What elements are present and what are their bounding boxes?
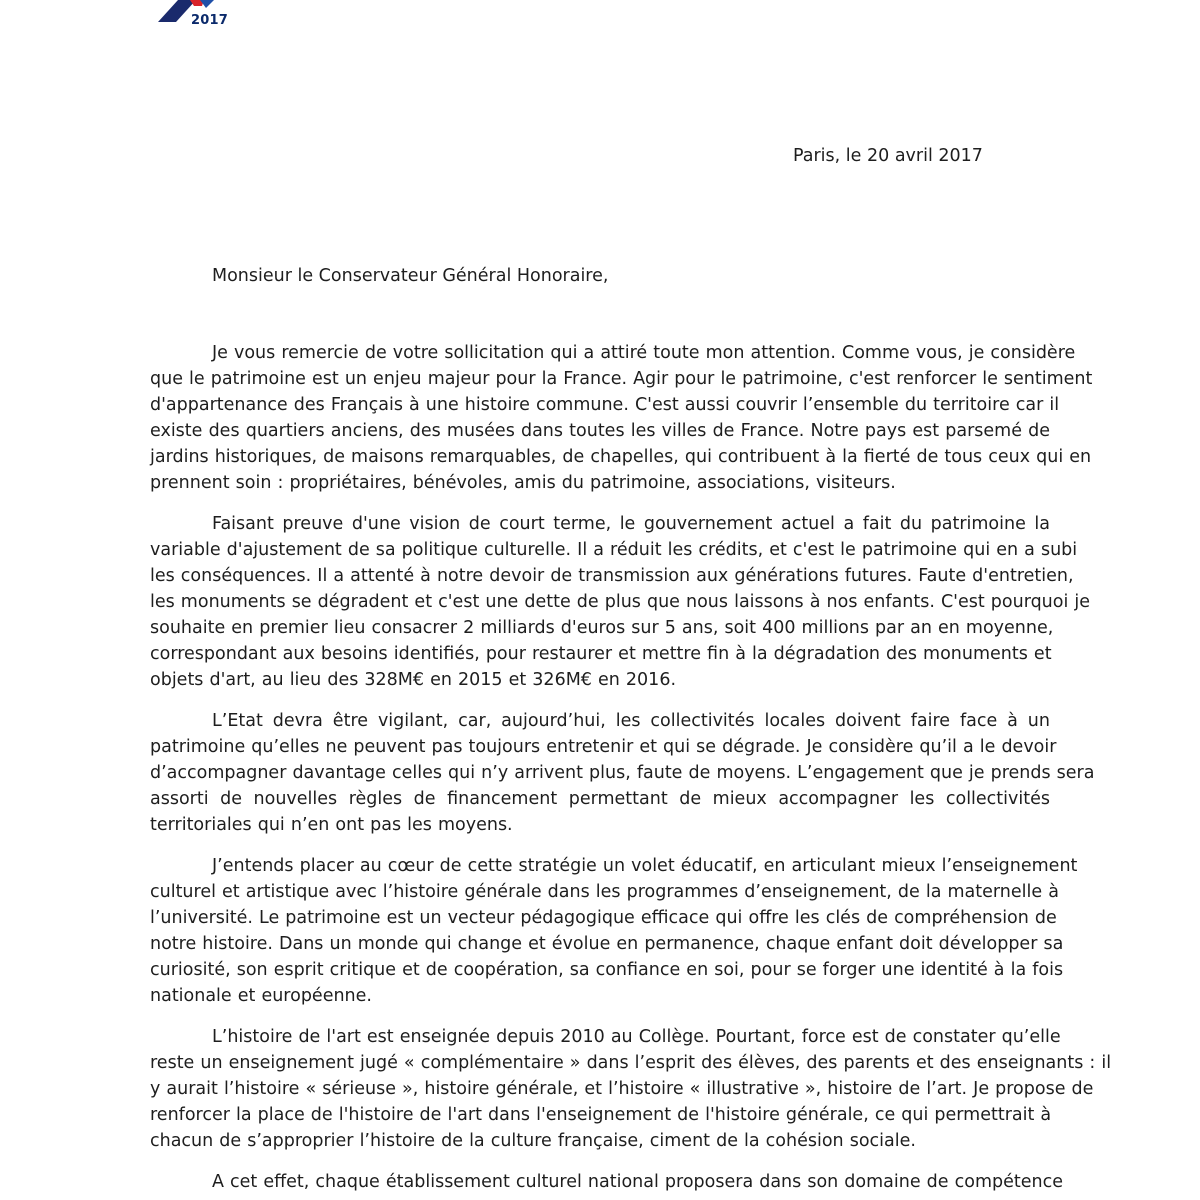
- logo-year: 2017: [191, 13, 228, 28]
- letter-date: Paris, le 20 avril 2017: [793, 146, 983, 166]
- paragraph-line: nationale et européenne.: [150, 986, 372, 1006]
- letter-paragraph: [150, 1169, 1063, 1195]
- paragraph-line: Je vous remercie de votre sollicitation qui a attiré toute mon attention. Comme vous, je considère: [212, 343, 1076, 363]
- paragraph-line: L’Etat devra être vigilant, car, aujourd’hui, les collectivités locales doivent faire face à un: [212, 711, 1050, 731]
- paragraph-line: culturel et artistique avec l’histoire générale dans les programmes d’enseignement, de la maternelle à: [150, 882, 1059, 902]
- letter-paragraph: [150, 340, 1093, 496]
- paragraph-line: souhaite en premier lieu consacrer 2 milliards d'euros sur 5 ans, soit 400 millions par an en moyenne,: [150, 618, 1054, 638]
- paragraph-line: territoriales qui n’en ont pas les moyens.: [150, 815, 513, 835]
- paragraph-line: patrimoine qu’elles ne peuvent pas toujours entretenir et qui se dégrade. Je considère qu’il a le devoir: [150, 737, 1057, 757]
- paragraph-line: J’entends placer au cœur de cette stratégie un volet éducatif, en articulant mieux l’enseignement: [212, 856, 1078, 876]
- paragraph-line: y aurait l’histoire « sérieuse », histoire générale, et l’histoire « illustrative », histoire de l’art. Je propose de: [150, 1079, 1094, 1099]
- letter-paragraph: [150, 853, 1078, 1009]
- letter-body: [150, 340, 1112, 1200]
- paragraph-line: les monuments se dégradent et c'est une dette de plus que nous laissons à nos enfants. C'est pourquoi je: [150, 592, 1091, 612]
- paragraph-line: notre histoire. Dans un monde qui change et évolue en permanence, chaque enfant doit développer sa: [150, 934, 1064, 954]
- paragraph-line: d’accompagner davantage celles qui n’y arrivent plus, faute de moyens. L’engagement que je prends sera: [150, 763, 1095, 783]
- paragraph-line: variable d'ajustement de sa politique culturelle. Il a réduit les crédits, et c'est le patrimoine qui en a subi: [150, 540, 1078, 560]
- letter-paragraph: [150, 511, 1091, 693]
- paragraph-line: jardins historiques, de maisons remarquables, de chapelles, qui contribuent à la fierté de tous ceux qui en: [150, 447, 1092, 467]
- paragraph-line: curiosité, son esprit critique et de coopération, sa confiance en soi, pour se forger une identité à la fois: [150, 960, 1064, 980]
- paragraph-line: objets d'art, au lieu des 328M€ en 2015 et 326M€ en 2016.: [150, 670, 677, 690]
- paragraph-line: d'appartenance des Français à une histoire commune. C'est aussi couvrir l’ensemble du territoire car il: [150, 395, 1060, 415]
- paragraph-line: Faisant preuve d'une vision de court terme, le gouvernement actuel a fait du patrimoine la: [212, 514, 1050, 534]
- paragraph-line: les conséquences. Il a attenté à notre devoir de transmission aux générations futures. Faute d'entretien,: [150, 566, 1074, 586]
- paragraph-line: renforcer la place de l'histoire de l'art dans l'enseignement de l'histoire générale, ce qui permettrait à: [150, 1105, 1052, 1125]
- paragraph-line: A cet effet, chaque établissement culturel national proposera dans son domaine de compétence: [212, 1172, 1063, 1192]
- letter-paragraph: [150, 1024, 1112, 1154]
- paragraph-line: chacun de s’approprier l’histoire de la culture française, ciment de la cohésion sociale.: [150, 1131, 916, 1151]
- paragraph-line: que le patrimoine est un enjeu majeur pour la France. Agir pour le patrimoine, c'est renforcer le sentiment: [150, 369, 1093, 389]
- campaign-logo: [158, 0, 238, 34]
- letter-salutation: Monsieur le Conservateur Général Honoraire,: [212, 266, 609, 286]
- paragraph-line: prennent soin : propriétaires, bénévoles, amis du patrimoine, associations, visiteurs.: [150, 473, 896, 493]
- letter-paragraph: [150, 708, 1095, 838]
- paragraph-line: assorti de nouvelles règles de financement permettant de mieux accompagner les collectivités: [150, 789, 1050, 809]
- paragraph-line: L’histoire de l'art est enseignée depuis 2010 au Collège. Pourtant, force est de constater qu’elle: [212, 1027, 1061, 1047]
- paragraph-line: reste un enseignement jugé « complémentaire » dans l’esprit des élèves, des parents et des enseignants : il: [150, 1053, 1112, 1073]
- paragraph-line: l’université. Le patrimoine est un vecteur pédagogique efficace qui offre les clés de compréhension de: [150, 908, 1057, 928]
- paragraph-line: existe des quartiers anciens, des musées dans toutes les villes de France. Notre pays est parsemé de: [150, 421, 1050, 441]
- paragraph-line: correspondant aux besoins identifiés, pour restaurer et mettre fin à la dégradation des monuments et: [150, 644, 1052, 664]
